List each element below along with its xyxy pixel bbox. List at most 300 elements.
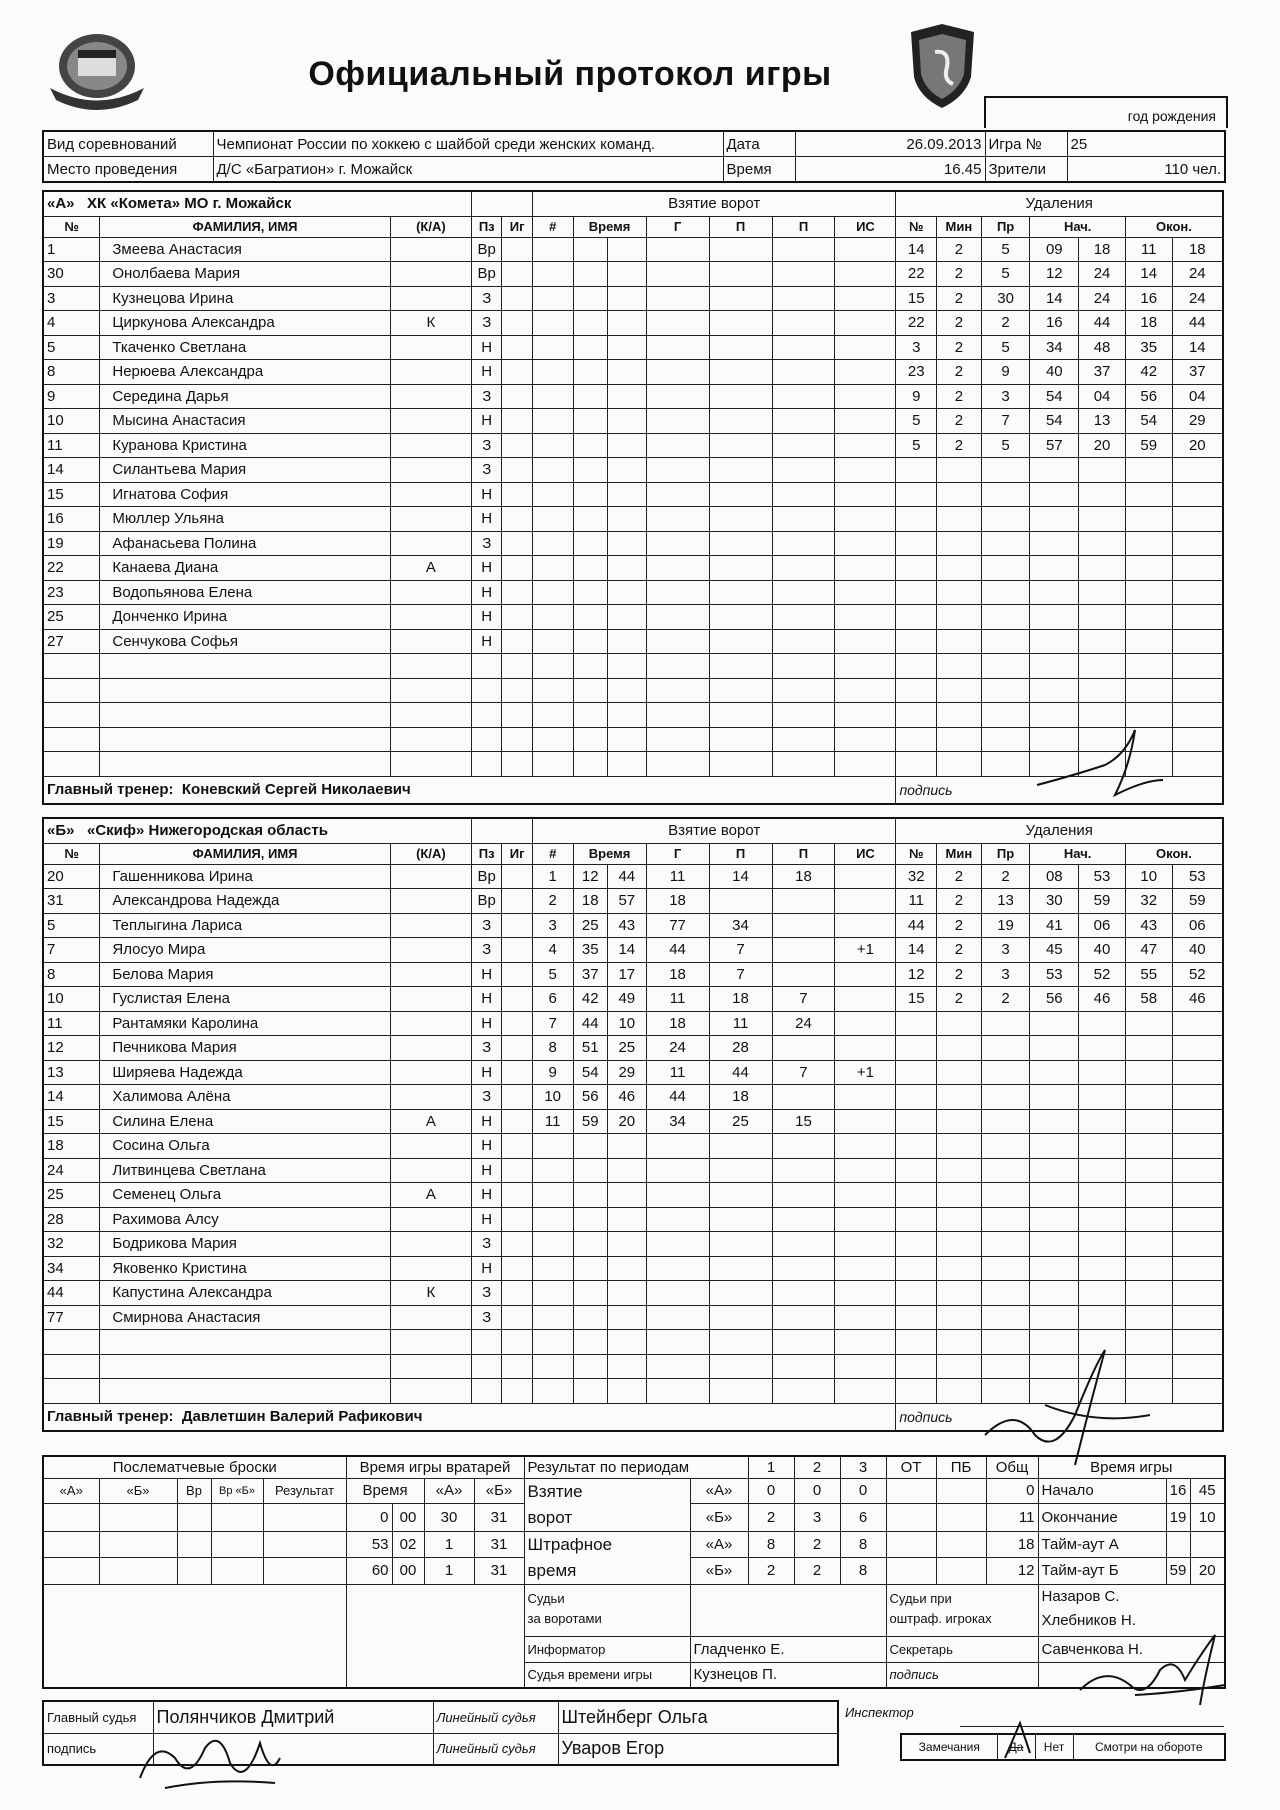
shootout-title: Послематчевые броски xyxy=(43,1456,346,1478)
player-name: Нерюева Александра xyxy=(100,360,390,385)
time-value: 16.45 xyxy=(795,157,985,183)
goal-second: 10 xyxy=(608,1011,647,1036)
penalty-reason: 19 xyxy=(981,913,1030,938)
penalty-start-min: 30 xyxy=(1030,889,1079,914)
col-pen-min: Мин xyxy=(937,216,982,237)
col-pen-pr: Пр xyxy=(981,216,1030,237)
player-number: 15 xyxy=(43,1109,100,1134)
time-label: Время xyxy=(723,157,795,183)
goal-scorer: 11 xyxy=(646,987,709,1012)
penalties-section-title: Удаления xyxy=(896,191,1223,216)
player-role xyxy=(390,1207,471,1232)
table-row xyxy=(43,654,1223,679)
pim-b-p3: 8 xyxy=(840,1558,886,1585)
player-role xyxy=(390,1085,471,1110)
penalty-reason: 2 xyxy=(981,987,1030,1012)
pim-a-p2: 2 xyxy=(794,1531,840,1558)
player-role xyxy=(390,864,471,889)
player-number: 44 xyxy=(43,1281,100,1306)
linesman-1-value: Штейнберг Ольга xyxy=(558,1701,838,1733)
player-number: 28 xyxy=(43,1207,100,1232)
col-goal-is: ИС xyxy=(835,216,896,237)
informer-label: Информатор xyxy=(524,1636,690,1662)
penalty-start-sec: 52 xyxy=(1079,962,1126,987)
player-name: Печникова Мария xyxy=(100,1036,390,1061)
penbox-judges-names: Назаров С. Хлебников Н. xyxy=(1038,1584,1225,1636)
player-role: А xyxy=(390,556,471,581)
inspector-label: Инспектор xyxy=(845,1705,914,1720)
player-position: З xyxy=(472,433,502,458)
goal-second: 14 xyxy=(608,938,647,963)
gk-row-1-sec: 00 xyxy=(392,1503,424,1531)
remarks-yes: Да xyxy=(997,1734,1035,1760)
penalty-start-min: 54 xyxy=(1030,384,1079,409)
venue-label: Место проведения xyxy=(43,157,213,183)
goal-second: 57 xyxy=(608,889,647,914)
penalty-minutes: 2 xyxy=(937,360,982,385)
player-position: Н xyxy=(472,556,502,581)
player-name: Силина Елена xyxy=(100,1109,390,1134)
table-row xyxy=(43,703,1223,728)
col-goal-time: Время xyxy=(573,843,646,864)
table-row xyxy=(43,1036,1223,1061)
penalty-end-min: 14 xyxy=(1125,262,1172,287)
table-row xyxy=(43,913,1223,938)
goal-assist-1: 25 xyxy=(709,1109,772,1134)
penalty-player: 14 xyxy=(896,237,937,262)
gk-row-3-a: 1 xyxy=(424,1558,474,1585)
penalty-minutes: 2 xyxy=(937,433,982,458)
penalty-end-min: 56 xyxy=(1125,384,1172,409)
secretary-label: Секретарь xyxy=(886,1636,1038,1662)
coach-name: Коневский Сергей Николаевич xyxy=(181,781,411,799)
goal-assist-2 xyxy=(772,1036,835,1061)
penalty-reason: 3 xyxy=(981,962,1030,987)
goal-situation xyxy=(835,889,896,914)
player-position: Н xyxy=(471,987,501,1012)
penalty-start-sec: 24 xyxy=(1079,286,1126,311)
goals-section-title: Взятие ворот xyxy=(532,191,896,216)
col-ka: (К/А) xyxy=(390,843,471,864)
player-position: Н xyxy=(472,482,502,507)
table-row xyxy=(43,938,1223,963)
competition-value: Чемпионат России по хоккею с шайбой среди женских команд. xyxy=(213,131,723,157)
goals-a-p1: 0 xyxy=(748,1478,794,1503)
penalty-player: 44 xyxy=(896,913,937,938)
penalty-player: 14 xyxy=(896,938,937,963)
player-position: Н xyxy=(471,962,501,987)
coach-sign-label: подпись xyxy=(896,776,1223,804)
goal-situation xyxy=(835,1011,896,1036)
player-role xyxy=(390,889,471,914)
player-number: 7 xyxy=(43,938,100,963)
player-position: З xyxy=(472,311,502,336)
player-role xyxy=(390,1158,471,1183)
venue-value: Д/С «Багратион» г. Можайск xyxy=(213,157,723,183)
goal-scorer: 44 xyxy=(646,1085,709,1110)
goal-scorer: 24 xyxy=(646,1036,709,1061)
player-name: Змеева Анастасия xyxy=(100,237,390,262)
player-number: 30 xyxy=(43,262,100,287)
player-position: З xyxy=(471,913,501,938)
penalty-player: 23 xyxy=(896,360,937,385)
table-row xyxy=(43,335,1223,360)
player-role xyxy=(390,507,471,532)
player-role xyxy=(390,987,471,1012)
penalty-player: 32 xyxy=(896,864,937,889)
date-label: Дата xyxy=(723,131,795,157)
table-row xyxy=(43,507,1223,532)
table-row xyxy=(43,1207,1223,1232)
player-number: 11 xyxy=(43,433,100,458)
birth-year-box xyxy=(984,96,1228,128)
goal-assist-2 xyxy=(772,1085,835,1110)
player-name: Сенчукова Софья xyxy=(100,629,390,654)
player-name: Гашенникова Ирина xyxy=(100,864,390,889)
timeout-a-label: Тайм-аут А xyxy=(1038,1531,1166,1558)
pim-a-p1: 8 xyxy=(748,1531,794,1558)
player-name: Донченко Ирина xyxy=(100,605,390,630)
penalty-end-sec: 53 xyxy=(1172,864,1223,889)
player-role xyxy=(390,384,471,409)
penalty-start-sec: 46 xyxy=(1079,987,1126,1012)
penalty-reason: 5 xyxy=(981,433,1030,458)
goals-b-ot xyxy=(886,1503,936,1531)
start-label: Начало xyxy=(1038,1478,1166,1503)
gk-title: Время игры вратарей xyxy=(346,1456,524,1478)
player-position: Н xyxy=(472,360,502,385)
penalty-end-sec: 29 xyxy=(1172,409,1223,434)
player-position: Н xyxy=(472,335,502,360)
player-role xyxy=(390,913,471,938)
penalty-end-sec: 20 xyxy=(1172,433,1223,458)
penalty-minutes: 2 xyxy=(937,889,982,914)
remarks-no: Нет xyxy=(1035,1734,1073,1760)
goal-second: 46 xyxy=(608,1085,647,1110)
table-row xyxy=(43,556,1223,581)
gk-row-2-a: 1 xyxy=(424,1531,474,1558)
penalty-start-sec: 37 xyxy=(1079,360,1126,385)
player-role xyxy=(390,335,471,360)
player-name: Циркунова Александра xyxy=(100,311,390,336)
pim-row-label: Штрафное время xyxy=(524,1531,690,1584)
table-row xyxy=(43,360,1223,385)
penalty-minutes: 2 xyxy=(937,262,982,287)
penalty-end-sec: 40 xyxy=(1172,938,1223,963)
penalty-end-sec: 18 xyxy=(1172,237,1223,262)
penalty-reason: 13 xyxy=(981,889,1030,914)
penalty-reason: 5 xyxy=(981,262,1030,287)
penalty-start-min: 54 xyxy=(1030,409,1079,434)
player-name: Игнатова София xyxy=(100,482,390,507)
end-label: Окончание xyxy=(1038,1503,1166,1531)
table-row xyxy=(43,1183,1223,1208)
goal-scorer: 11 xyxy=(646,1060,709,1085)
player-name: Белова Мария xyxy=(100,962,390,987)
periods-title: Результат по периодам xyxy=(524,1456,748,1478)
player-name: Куранова Кристина xyxy=(100,433,390,458)
penbox-judges-label: Судьи при оштраф. игроках xyxy=(886,1584,1038,1636)
goal-minute: 42 xyxy=(573,987,608,1012)
goal-second: 49 xyxy=(608,987,647,1012)
penalty-player: 22 xyxy=(896,262,937,287)
game-no-value: 25 xyxy=(1067,131,1225,157)
player-role xyxy=(390,433,471,458)
player-position: З xyxy=(471,938,501,963)
penalty-start-min: 45 xyxy=(1030,938,1079,963)
penalty-start-sec: 20 xyxy=(1079,433,1126,458)
summary-table xyxy=(42,1455,1226,1689)
penalty-start-min: 14 xyxy=(1030,286,1079,311)
coach-a-signature xyxy=(1035,725,1165,805)
goal-scorer: 18 xyxy=(646,1011,709,1036)
player-number: 20 xyxy=(43,864,100,889)
goal-assist-1: 28 xyxy=(709,1036,772,1061)
table-row xyxy=(43,629,1223,654)
player-role xyxy=(390,1232,471,1257)
player-number: 19 xyxy=(43,531,100,556)
goal-scorer: 18 xyxy=(646,962,709,987)
penalty-end-sec: 24 xyxy=(1172,286,1223,311)
col-goal-p1: П xyxy=(709,216,772,237)
penalty-end-min: 18 xyxy=(1125,311,1172,336)
team-name: «Скиф» Нижегородская область xyxy=(86,822,328,840)
penalty-end-min: 35 xyxy=(1125,335,1172,360)
player-position: Н xyxy=(472,409,502,434)
player-role xyxy=(390,1305,471,1330)
table-row xyxy=(43,605,1223,630)
penalty-reason: 3 xyxy=(981,384,1030,409)
player-role: К xyxy=(390,1281,471,1306)
player-number: 3 xyxy=(43,286,100,311)
penalty-end-min: 32 xyxy=(1125,889,1172,914)
goal-number: 2 xyxy=(532,889,573,914)
col-name: ФАМИЛИЯ, ИМЯ xyxy=(100,843,390,864)
penalties-section-title: Удаления xyxy=(896,818,1223,843)
player-position: З xyxy=(472,384,502,409)
player-position: З xyxy=(471,1085,501,1110)
col-ig: Иг xyxy=(502,843,532,864)
table-row xyxy=(43,286,1223,311)
penalty-end-sec: 06 xyxy=(1172,913,1223,938)
goal-assist-2 xyxy=(772,938,835,963)
player-number: 25 xyxy=(43,605,100,630)
penalty-end-min: 11 xyxy=(1125,237,1172,262)
player-name: Онолбаева Мария xyxy=(100,262,390,287)
player-position: Н xyxy=(471,1158,501,1183)
player-position: Н xyxy=(472,507,502,532)
penalty-minutes: 2 xyxy=(937,286,982,311)
penalty-minutes: 2 xyxy=(937,384,982,409)
goal-number: 1 xyxy=(532,864,573,889)
gk-a-header: «А» xyxy=(424,1478,474,1503)
col-goal-time: Время xyxy=(573,216,646,237)
goal-assist-1: 34 xyxy=(709,913,772,938)
player-number: 12 xyxy=(43,1036,100,1061)
player-number: 18 xyxy=(43,1134,100,1159)
player-role: К xyxy=(390,311,471,336)
team-a-section xyxy=(42,190,1224,805)
pim-b-pb xyxy=(936,1558,986,1585)
penalty-end-sec: 59 xyxy=(1172,889,1223,914)
goal-second: 44 xyxy=(608,864,647,889)
goals-b-p1: 2 xyxy=(748,1503,794,1531)
overtime-header: ОТ xyxy=(886,1456,936,1478)
player-number: 4 xyxy=(43,311,100,336)
remarks-mark xyxy=(1000,1718,1040,1763)
penalty-player: 12 xyxy=(896,962,937,987)
penalty-start-sec: 59 xyxy=(1079,889,1126,914)
team-b-table xyxy=(42,817,1224,1432)
goal-assist-1: 14 xyxy=(709,864,772,889)
table-row xyxy=(43,580,1223,605)
table-row xyxy=(43,1158,1223,1183)
penalty-end-min: 55 xyxy=(1125,962,1172,987)
birth-year-label: год рождения xyxy=(1127,108,1216,124)
shootout-vr-b-header: Вр «Б» xyxy=(211,1478,263,1503)
goal-assist-1: 7 xyxy=(709,938,772,963)
start-hour: 16 xyxy=(1166,1478,1190,1503)
player-name: Силантьева Мария xyxy=(100,458,390,483)
penalty-end-sec: 52 xyxy=(1172,962,1223,987)
goal-situation xyxy=(835,1085,896,1110)
goal-minute: 44 xyxy=(573,1011,608,1036)
penalty-start-min: 12 xyxy=(1030,262,1079,287)
federation-shield-icon xyxy=(905,22,980,110)
player-position: З xyxy=(471,1232,501,1257)
player-position: З xyxy=(472,458,502,483)
player-role: А xyxy=(390,1183,471,1208)
page-title: Официальный протокол игры xyxy=(308,55,832,93)
col-goal-is: ИС xyxy=(835,843,896,864)
goals-section-title: Взятие ворот xyxy=(532,818,896,843)
player-role xyxy=(390,580,471,605)
player-name: Середина Дарья xyxy=(100,384,390,409)
penalty-end-sec: 44 xyxy=(1172,311,1223,336)
goal-minute: 59 xyxy=(573,1109,608,1134)
table-row xyxy=(43,384,1223,409)
period-3-header: 3 xyxy=(840,1456,886,1478)
penalty-start-min: 56 xyxy=(1030,987,1079,1012)
team-name: ХК «Комета» МО г. Можайск xyxy=(87,195,292,213)
pim-a-total: 18 xyxy=(986,1531,1038,1558)
player-role xyxy=(390,605,471,630)
player-name: Кузнецова Ирина xyxy=(100,286,390,311)
goal-assist-1: 11 xyxy=(709,1011,772,1036)
penalty-start-min: 09 xyxy=(1030,237,1079,262)
goal-number: 5 xyxy=(532,962,573,987)
team-b-section xyxy=(42,817,1224,1432)
penalty-start-min: 57 xyxy=(1030,433,1079,458)
timeout-b-label: Тайм-аут Б xyxy=(1038,1558,1166,1585)
player-name: Канаева Диана xyxy=(100,556,390,581)
timeout-a-hour xyxy=(1166,1531,1190,1558)
goals-a-total: 0 xyxy=(986,1478,1038,1503)
pim-a-p3: 8 xyxy=(840,1531,886,1558)
player-number: 77 xyxy=(43,1305,100,1330)
linesman-2-label: Линейный судья xyxy=(433,1733,558,1765)
penalty-end-min: 58 xyxy=(1125,987,1172,1012)
penalty-start-sec: 40 xyxy=(1079,938,1126,963)
timeout-b-minute: 20 xyxy=(1190,1558,1225,1585)
penalty-end-min: 43 xyxy=(1125,913,1172,938)
player-position: З xyxy=(472,531,502,556)
shootout-a-header: «А» xyxy=(43,1478,99,1503)
coach-sign-label: подпись xyxy=(896,1403,1223,1431)
player-number: 10 xyxy=(43,409,100,434)
penalty-player: 15 xyxy=(896,286,937,311)
penalty-reason: 30 xyxy=(981,286,1030,311)
shootout-vr-header: Вр xyxy=(177,1478,211,1503)
player-number: 15 xyxy=(43,482,100,507)
player-role xyxy=(390,1036,471,1061)
player-role: А xyxy=(390,1109,471,1134)
table-row xyxy=(43,1232,1223,1257)
goal-second: 25 xyxy=(608,1036,647,1061)
player-name: Мюллер Ульяна xyxy=(100,507,390,532)
penalty-minutes: 2 xyxy=(937,864,982,889)
penalty-minutes: 2 xyxy=(937,938,982,963)
col-pen-no: № xyxy=(896,843,937,864)
goal-scorer: 77 xyxy=(646,913,709,938)
goal-judges-label: Судьи за воротами xyxy=(524,1584,690,1636)
player-name: Семенец Ольга xyxy=(100,1183,390,1208)
player-role xyxy=(390,237,471,262)
player-position: З xyxy=(471,1036,501,1061)
gk-b-header: «Б» xyxy=(474,1478,524,1503)
player-name: Рантамяки Каролина xyxy=(100,1011,390,1036)
goal-assist-1: 18 xyxy=(709,1085,772,1110)
penalty-start-min: 08 xyxy=(1030,864,1079,889)
player-number: 31 xyxy=(43,889,100,914)
player-number: 16 xyxy=(43,507,100,532)
penalty-start-sec: 24 xyxy=(1079,262,1126,287)
penalty-minutes: 2 xyxy=(937,409,982,434)
goals-row-label: Взятие ворот xyxy=(524,1478,690,1531)
total-header: Общ xyxy=(986,1456,1038,1478)
goal-second: 20 xyxy=(608,1109,647,1134)
player-number: 5 xyxy=(43,335,100,360)
penalty-player: 3 xyxy=(896,335,937,360)
goals-b-pb xyxy=(936,1503,986,1531)
penalty-end-min: 47 xyxy=(1125,938,1172,963)
player-number: 13 xyxy=(43,1060,100,1085)
timeout-a-minute xyxy=(1190,1531,1225,1558)
goal-number: 6 xyxy=(532,987,573,1012)
player-name: Афанасьева Полина xyxy=(100,531,390,556)
goal-assist-2: 18 xyxy=(772,864,835,889)
col-pen-end: Окон. xyxy=(1125,216,1223,237)
goal-number: 3 xyxy=(532,913,573,938)
penalty-minutes: 2 xyxy=(937,311,982,336)
goal-number: 8 xyxy=(532,1036,573,1061)
gk-row-1-a: 30 xyxy=(424,1503,474,1531)
head-ref-value: Полянчиков Дмитрий xyxy=(153,1701,433,1733)
gk-row-1-min: 0 xyxy=(346,1503,392,1531)
penalty-end-min: 42 xyxy=(1125,360,1172,385)
goal-assist-2: 7 xyxy=(772,987,835,1012)
goal-minute: 25 xyxy=(573,913,608,938)
player-role xyxy=(390,1060,471,1085)
team-letter: «Б» xyxy=(47,822,75,840)
table-row xyxy=(43,889,1223,914)
player-number: 24 xyxy=(43,1158,100,1183)
penalty-start-sec: 06 xyxy=(1079,913,1126,938)
linesman-1-label: Линейный судья xyxy=(433,1701,558,1733)
goal-scorer: 44 xyxy=(646,938,709,963)
goal-situation xyxy=(835,962,896,987)
player-name: Ткаченко Светлана xyxy=(100,335,390,360)
